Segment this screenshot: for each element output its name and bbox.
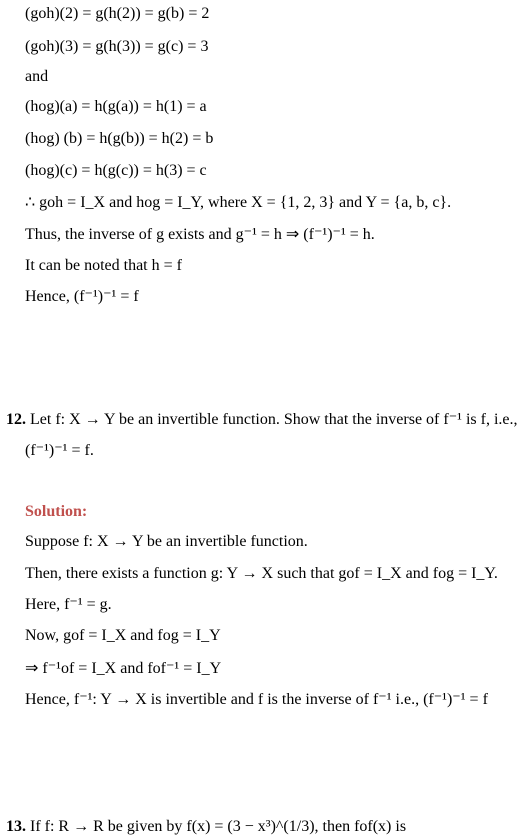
question-text: Let f: X → Y be an invertible function. Show that the inverse of f⁻¹ is f, i.e., bbox=[30, 411, 518, 428]
question-text: If f: R → R be given by f(x) = (3 − x³)^(1/3), then fof(x) is bbox=[30, 818, 407, 835]
solution-line-3: Here, f⁻¹ = g. bbox=[25, 596, 112, 613]
proof-line-1: (goh)(2) = g(h(2)) = g(b) = 2 bbox=[25, 5, 210, 22]
proof-line-5: (hog) (b) = h(g(b)) = h(2) = b bbox=[25, 130, 214, 147]
proof-line-9: It can be noted that h = f bbox=[25, 257, 182, 274]
solution-line-5: ⇒ f⁻¹of = I_X and fof⁻¹ = I_Y bbox=[25, 660, 222, 677]
question-12-line-2: (f⁻¹)⁻¹ = f. bbox=[25, 442, 94, 459]
question-number: 12. bbox=[6, 411, 26, 428]
proof-line-7: ∴ goh = I_X and hog = I_Y, where X = {1, 2, 3} and Y = {a, b, c}. bbox=[25, 194, 452, 211]
proof-line-2: (goh)(3) = g(h(3)) = g(c) = 3 bbox=[25, 38, 209, 55]
solution-line-6: Hence, f⁻¹: Y → X is invertible and f is the inverse of f⁻¹ i.e., (f⁻¹)⁻¹ = f bbox=[25, 691, 488, 708]
proof-line-3: and bbox=[25, 68, 49, 85]
solution-line-4: Now, gof = I_X and fog = I_Y bbox=[25, 627, 221, 644]
proof-line-8: Thus, the inverse of g exists and g⁻¹ = h ⇒ (f⁻¹)⁻¹ = h. bbox=[25, 226, 375, 243]
proof-line-6: (hog)(c) = h(g(c)) = h(3) = c bbox=[25, 162, 207, 179]
solution-label: Solution: bbox=[25, 503, 88, 520]
proof-line-4: (hog)(a) = h(g(a)) = h(1) = a bbox=[25, 98, 207, 115]
question-number: 13. bbox=[6, 818, 26, 835]
question-13 bbox=[6, 817, 406, 837]
solution-line-2: Then, there exists a function g: Y → X such that gof = I_X and fog = I_Y. bbox=[25, 565, 498, 582]
question-12 bbox=[6, 410, 518, 430]
proof-line-10: Hence, (f⁻¹)⁻¹ = f bbox=[25, 288, 139, 305]
solution-line-1: Suppose f: X → Y be an invertible function. bbox=[25, 533, 308, 550]
